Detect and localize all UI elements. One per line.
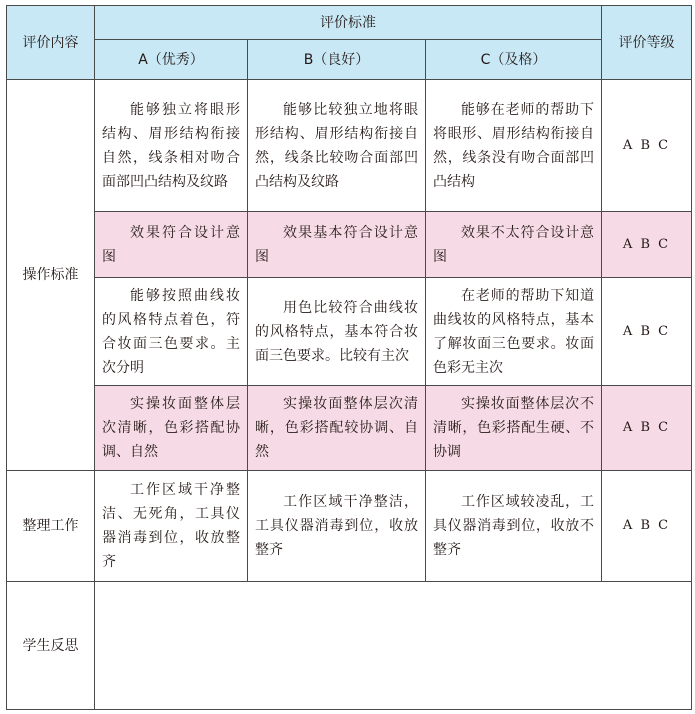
cell-c: 效果不太符合设计意图: [426, 212, 602, 278]
table-row: [7, 278, 692, 386]
cell-c: 在老师的帮助下知道曲线妆的风格特点，基本了解妆面三色要求。妆面色彩无主次: [426, 278, 602, 386]
cell-grade: A B C: [602, 471, 692, 582]
cell-b: 工作区域干净整洁，工具仪器消毒到位，收放整齐: [248, 471, 426, 582]
table-row: [7, 582, 692, 710]
reflection-blank-area: [95, 582, 692, 710]
cell-a: 能够独立将眼形结构、眉形结构衔接自然，线条相对吻合面部凹凸结构及纹路: [95, 80, 248, 212]
cell-b: 实操妆面整体层次清晰，色彩搭配较协调、自然: [248, 386, 426, 471]
header-content: 评价内容: [7, 6, 95, 80]
header-standard: 评价标准: [95, 6, 602, 40]
cell-grade: A B C: [602, 80, 692, 212]
section-reflection: 学生反思: [7, 582, 95, 710]
cell-grade: A B C: [602, 278, 692, 386]
cell-a: 能够按照曲线妆的风格特点着色，符合妆面三色要求。主次分明: [95, 278, 248, 386]
evaluation-table: [6, 5, 692, 710]
header-col-b: B（良好）: [248, 40, 426, 80]
cell-a: 工作区域干净整洁、无死角，工具仪器消毒到位，收放整齐: [95, 471, 248, 582]
cell-b: 用色比较符合曲线妆的风格特点，基本符合妆面三色要求。比较有主次: [248, 278, 426, 386]
section-tidy: 整理工作: [7, 471, 95, 582]
cell-grade: A B C: [602, 386, 692, 471]
header-col-c: C（及格）: [426, 40, 602, 80]
table-row: [7, 212, 692, 278]
cell-b: 能够比较独立地将眼形结构、眉形结构衔接自然，线条比较吻合面部凹凸结构及纹路: [248, 80, 426, 212]
cell-b: 效果基本符合设计意图: [248, 212, 426, 278]
cell-c: 工作区域较凌乱，工具仪器消毒到位，收放不整齐: [426, 471, 602, 582]
header-grade: 评价等级: [602, 6, 692, 80]
header-col-a: A（优秀）: [95, 40, 248, 80]
cell-grade: A B C: [602, 212, 692, 278]
cell-c: 实操妆面整体层次不清晰，色彩搭配生硬、不协调: [426, 386, 602, 471]
section-operation: 操作标准: [7, 80, 95, 471]
cell-a: 效果符合设计意图: [95, 212, 248, 278]
table-row: [7, 386, 692, 471]
table-row: [7, 80, 692, 212]
cell-a: 实操妆面整体层次清晰，色彩搭配协调、自然: [95, 386, 248, 471]
cell-c: 能够在老师的帮助下将眼形、眉形结构衔接自然，线条没有吻合面部凹凸结构: [426, 80, 602, 212]
table-row: [7, 471, 692, 582]
